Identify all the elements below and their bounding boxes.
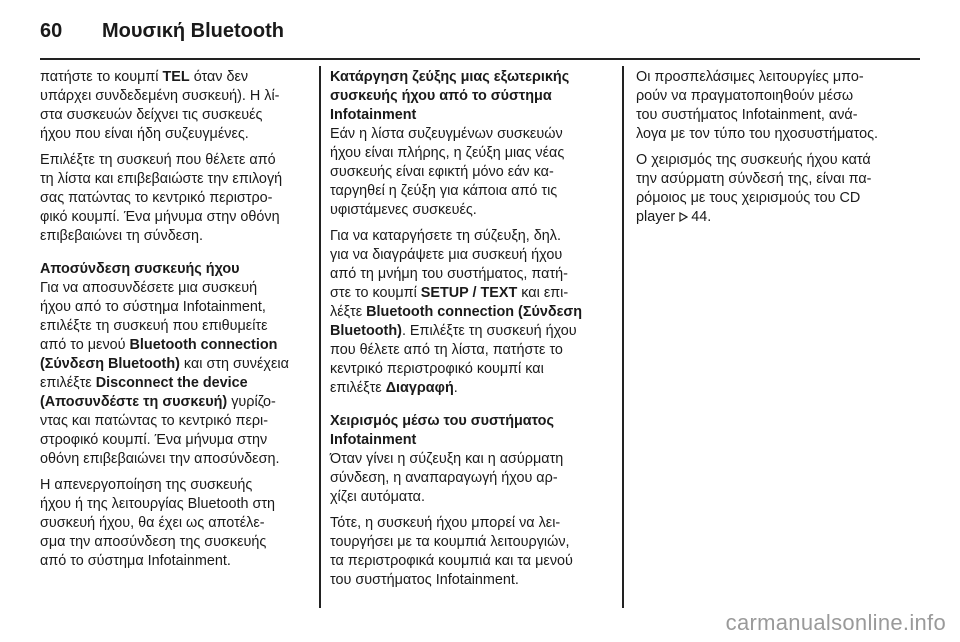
paragraph [40, 151, 308, 246]
text-line: Επιλέξτε τη συσκευή που θέλετε από [40, 152, 276, 168]
page-reference[interactable]: 44. [691, 209, 712, 225]
text-line: πατήστε το κουμπί TEL όταν δεν [40, 69, 249, 85]
text-line: επιλέξτε Διαγραφή. [330, 380, 458, 396]
paragraph [636, 151, 922, 227]
column-divider [622, 66, 624, 608]
text-line: τα περιστροφικά κουμπιά και τα μενού [330, 553, 573, 569]
heading-line: Infotainment [330, 107, 417, 123]
text-line: από το μενού Bluetooth connection [40, 337, 278, 353]
text-line: Η απενεργοποίηση της συσκευής [40, 477, 253, 493]
text-line: (Σύνδεση Bluetooth) και στη συνέχεια [40, 356, 289, 372]
column-1 [40, 68, 308, 571]
text-line: επιλέξτε Disconnect the device [40, 375, 248, 391]
text-line: Ο χειρισμός της συσκευής ήχου κατά [636, 152, 871, 168]
text-line: τη λίστα και επιβεβαιώστε την επιλογή [40, 171, 283, 187]
paragraph [330, 450, 606, 507]
heading-line: Χειρισμός μέσω του συστήματος [330, 413, 554, 429]
heading-line: Κατάργηση ζεύξης μιας εξωτερικής [330, 69, 570, 85]
text-line: Για να καταργήσετε τη σύζευξη, δηλ. [330, 228, 561, 244]
page-title: Μουσική Bluetooth [102, 20, 284, 42]
header-rule [40, 58, 920, 60]
text-line: σύνδεση, η αναπαραγωγή ήχου αρ- [330, 470, 558, 486]
text-line: λέξτε Bluetooth connection (Σύνδεση [330, 304, 583, 320]
text-line: ρόμοιος με τους χειρισμούς του CD [636, 190, 861, 206]
text-line: από τη μνήμη του συστήματος, πατή- [330, 266, 568, 282]
paragraph [40, 68, 308, 144]
text-line: Όταν γίνει η σύζευξη και η ασύρματη [330, 451, 564, 467]
text-line: σας πατώντας το κεντρικό περιστρο- [40, 190, 273, 206]
text-line: κεντρικό περιστροφικό κουμπί και [330, 361, 544, 377]
section-heading [330, 68, 606, 125]
text-line: Εάν η λίστα συζευγμένων συσκευών [330, 126, 563, 142]
text-line: στροφικό κουμπί. Ένα μήνυμα στην [40, 432, 268, 448]
paragraph [330, 125, 606, 220]
text-line: στε το κουμπί SETUP / TEXT και επι- [330, 285, 569, 301]
text-line: για να διαγράψετε μια συσκευή ήχου [330, 247, 563, 263]
heading-line: Infotainment [330, 432, 417, 448]
watermark: carmanualsonline.info [725, 610, 946, 635]
text-line: επιλέξτε τη συσκευή που επιθυμείτε [40, 318, 268, 334]
column-divider [319, 66, 321, 608]
text-line: ντας και πατώντας το κεντρικό περι- [40, 413, 269, 429]
text-line: του συστήματος Infotainment, ανά- [636, 107, 858, 123]
page-reference-arrow-icon [679, 212, 688, 222]
column-3 [636, 68, 922, 227]
text-line: ήχου είναι πλήρης, η ζεύξη μιας νέας [330, 145, 565, 161]
paragraph [330, 514, 606, 590]
text-line: στα συσκευών δείχνει τις συσκευές [40, 107, 263, 123]
text-line: του συστήματος Infotainment. [330, 572, 519, 588]
text-line: την ασύρματη σύνδεσή της, είναι πα- [636, 171, 872, 187]
text-line: λογα με τον τύπο του ηχοσυστήματος. [636, 126, 879, 142]
text-line: από το σύστημα Infotainment. [40, 553, 231, 569]
section-heading [330, 412, 606, 450]
text-line: Bluetooth). Επιλέξτε τη συσκευή ήχου [330, 323, 577, 339]
text-line: Τότε, η συσκευή ήχου μπορεί να λει- [330, 515, 561, 531]
heading-line: συσκευής ήχου από το σύστημα [330, 88, 552, 104]
text-line: που θέλετε από τη λίστα, πατήστε το [330, 342, 563, 358]
text-line: (Αποσυνδέστε τη συσκευή) γυρίζο- [40, 394, 276, 410]
page-number: 60 [40, 20, 63, 42]
text-line: σμα την αποσύνδεση της συσκευής [40, 534, 267, 550]
text-line: συσκευή ήχου, θα έχει ως αποτέλε- [40, 515, 265, 531]
text-line: Για να αποσυνδέσετε μια συσκευή [40, 280, 258, 296]
text-line: επιβεβαιώνει τη σύνδεση. [40, 228, 204, 244]
paragraph [40, 279, 308, 469]
paragraph [330, 227, 606, 398]
text-line: ρούν να πραγματοποιηθούν μέσω [636, 88, 854, 104]
text-line: συσκευής είναι εφικτή μόνο εάν κα- [330, 164, 554, 180]
text-line: φικό κουμπί. Ένα μήνυμα στην οθόνη [40, 209, 280, 225]
text-line: Οι προσπελάσιμες λειτουργίες μπο- [636, 69, 864, 85]
text-line: χίζει αυτόματα. [330, 489, 425, 505]
text-line: ήχου από το σύστημα Infotainment, [40, 299, 266, 315]
text-line: ήχου ή της λειτουργίας Bluetooth στη [40, 496, 276, 512]
text-line: υφιστάμενες συσκευές. [330, 202, 477, 218]
text-line: τουργήσει με τα κουμπιά λειτουργιών, [330, 534, 570, 550]
text-line: ταργηθεί η ζεύξη για κάποια από τις [330, 183, 558, 199]
page-header [40, 20, 284, 50]
column-2 [330, 68, 606, 590]
paragraph [636, 68, 922, 144]
text-line: υπάρχει συνδεδεμένη συσκευή). Η λί- [40, 88, 280, 104]
section-heading: Αποσύνδεση συσκευής ήχου [40, 261, 240, 277]
text-line: ήχου που είναι ήδη συζευγμένες. [40, 126, 249, 142]
text-line: οθόνη επιβεβαιώνει την αποσύνδεση. [40, 451, 280, 467]
text-line: player 44. [636, 209, 712, 225]
paragraph [40, 476, 308, 571]
